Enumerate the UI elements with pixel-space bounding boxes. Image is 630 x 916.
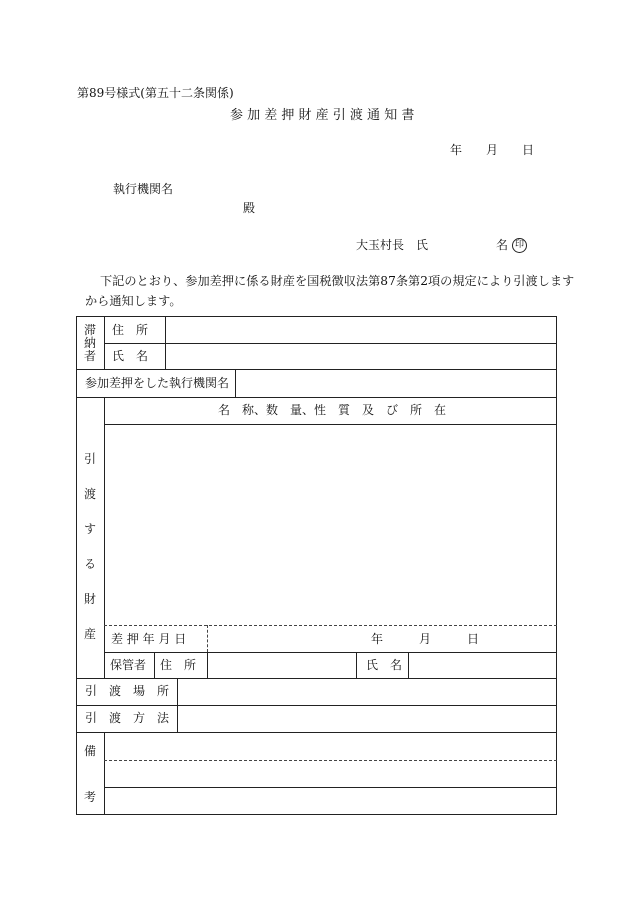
document-title: 参 加 差 押 財 産 引 渡 通 知 書 xyxy=(230,108,415,123)
name-field-label: 氏 名 xyxy=(112,349,149,363)
custodian-name-label: 氏 名 xyxy=(366,658,403,672)
addressee-label: 執行機関名 xyxy=(113,182,174,196)
remarks-label-bottom: 考 xyxy=(84,790,97,804)
remarks-label-top: 備 xyxy=(84,744,97,758)
custodian-label: 保管者 xyxy=(110,658,147,672)
body-text-line2: から通知します。 xyxy=(85,294,182,308)
honorific: 殿 xyxy=(243,201,256,215)
delivery-place-label: 引 渡 場 所 xyxy=(85,684,170,698)
property-header: 名 称、数 量、性 質 及 び 所 在 xyxy=(218,403,447,417)
address-label: 住 所 xyxy=(112,323,149,337)
seizure-date-label: 差 押 年 月 日 xyxy=(111,632,187,646)
delivery-method-label: 引 渡 方 法 xyxy=(85,711,170,725)
custodian-address-label: 住 所 xyxy=(160,658,197,672)
sender-name-label xyxy=(496,236,527,253)
name-label: 名 xyxy=(496,238,509,252)
seal-icon: 印 xyxy=(512,238,527,253)
property-label: 引渡する財産 xyxy=(83,452,96,641)
sender-title: 大玉村長 氏 xyxy=(356,238,429,252)
delinquent-label: 滞納者 xyxy=(83,323,96,364)
body-text-line1: 下記のとおり、参加差押に係る財産を国税徴収法第87条第2項の規定により引渡します xyxy=(100,274,575,288)
date-line: 年 月 日 xyxy=(450,143,535,157)
form-number: 第89号様式(第五十二条関係) xyxy=(77,86,234,100)
executing-agency-label: 参加差押をした執行機関名 xyxy=(85,376,230,390)
seizure-date-value: 年 月 日 xyxy=(371,632,480,646)
notification-table xyxy=(76,316,557,815)
